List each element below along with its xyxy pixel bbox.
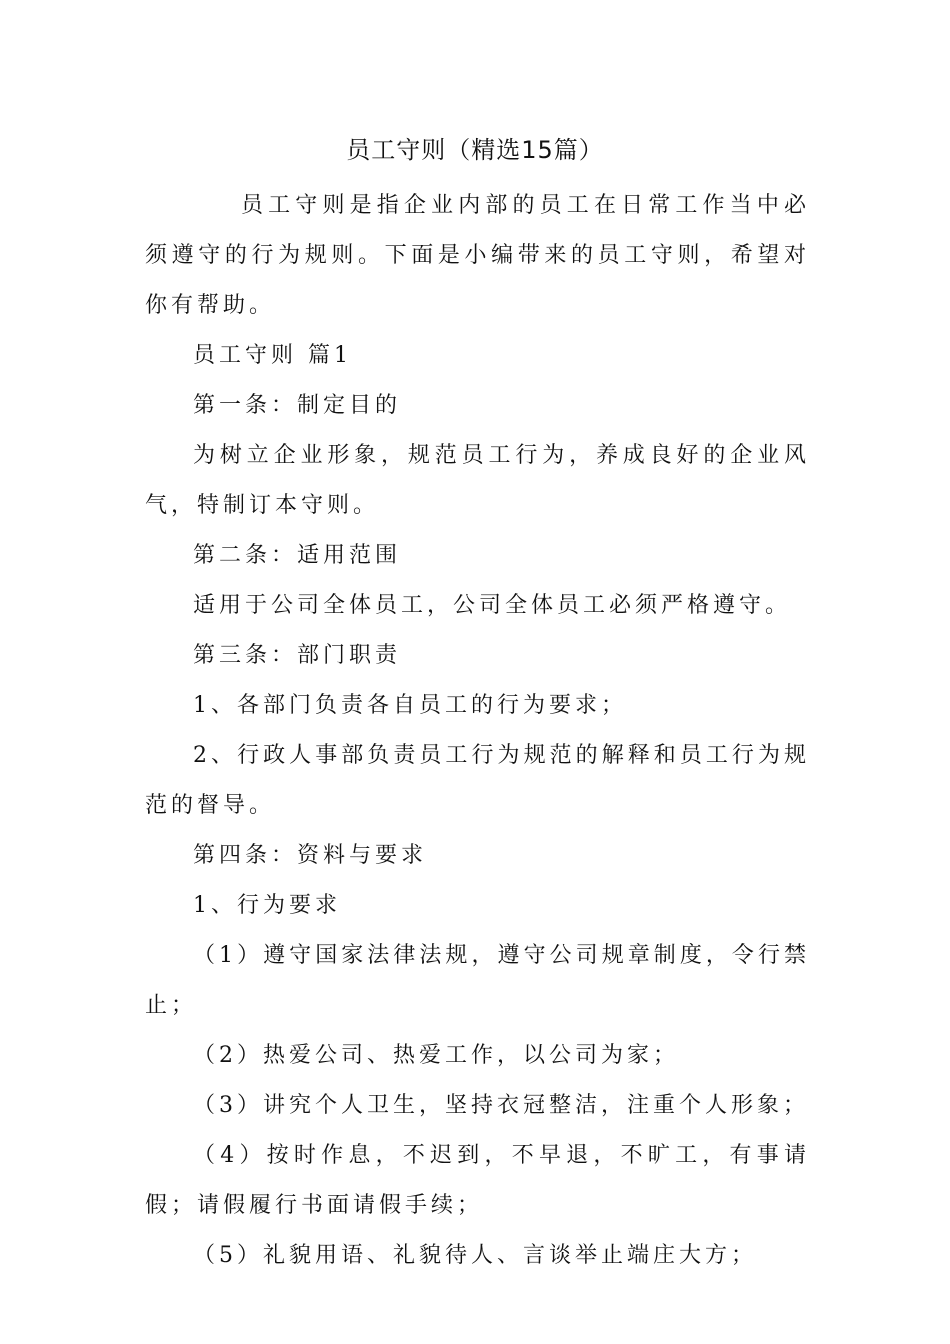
document-body [145, 181, 810, 1281]
article-4-heading: 第四条：资料与要求 [193, 843, 428, 868]
rule-item-1: （1）遵守国家法律法规，遵守公司规章制度，令行禁止； [145, 943, 810, 1018]
document-title: 员工守则（精选15篇） [346, 136, 604, 164]
article-2-text: 适用于公司全体员工，公司全体员工必须严格遵守。 [193, 593, 792, 618]
intro-paragraph: 员工守则是指企业内部的员工在日常工作当中必须遵守的行为规则。下面是小编带来的员工守则，希望对你有帮助。 [145, 193, 810, 318]
article-1-heading: 第一条：制定目的 [193, 393, 402, 418]
section-heading-part-1: 员工守则 篇1 [193, 343, 352, 368]
article-2-heading: 第二条：适用范围 [193, 543, 402, 568]
article-3-heading: 第三条：部门职责 [193, 643, 402, 668]
rule-item-2: （2）热爱公司、热爱工作，以公司为家； [193, 1043, 679, 1068]
article-4-subheading: 1、行为要求 [193, 893, 341, 918]
rule-item-3: （3）讲究个人卫生，坚持衣冠整洁，注重个人形象； [193, 1093, 809, 1118]
article-3-item-1: 1、各部门负责各自员工的行为要求； [193, 693, 627, 718]
rule-item-5: （5）礼貌用语、礼貌待人、言谈举止端庄大方； [193, 1243, 757, 1268]
article-1-text: 为树立企业形象，规范员工行为，养成良好的企业风气，特制订本守则。 [145, 443, 810, 518]
rule-item-4: （4）按时作息，不迟到，不早退，不旷工，有事请假；请假履行书面请假手续； [145, 1143, 810, 1218]
article-3-item-2: 2、行政人事部负责员工行为规范的解释和员工行为规范的督导。 [145, 743, 810, 818]
